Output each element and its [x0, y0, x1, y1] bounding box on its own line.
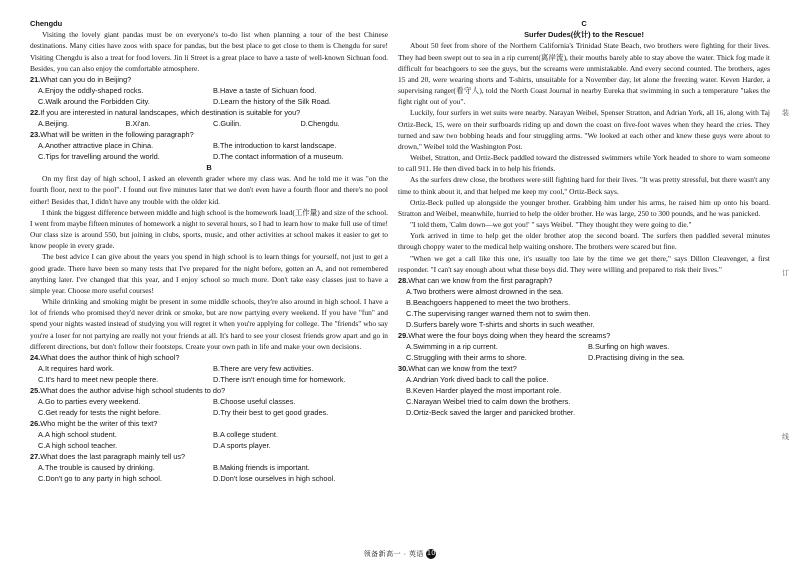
answer-option: B.There are very few activities. [213, 363, 314, 373]
answer-option: D.The contact information of a museum. [213, 151, 344, 161]
paragraph: "When we get a call like this one, it's usually too late by the time we get there," says Dillon Cleavenger, a first responder. "I can't say enough about what these boys did. They were willing and prepared to risk their lives." [398, 253, 770, 274]
question-text: What does the author advise high school students to do? [40, 385, 226, 395]
questions-section-a [30, 74, 388, 162]
answer-option: B.Keven Harder played the most important role. [406, 386, 562, 396]
answer-option: C.Narayan Weibel tried to calm down the brothers. [406, 397, 571, 407]
answer-options [30, 396, 388, 418]
question [398, 275, 770, 330]
paragraph: York arrived in time to help get the older brother atop the second board. The surfers then paddled several minutes through choppy water to the medical help waiting onshore. The brothers were scared but fine. [398, 231, 770, 252]
binding-mark: 装 [782, 109, 789, 117]
answer-option: A.Another attractive place in China. [38, 140, 154, 150]
answer-option: B.Beachgoers happened to meet the two brothers. [406, 297, 571, 307]
left-column [30, 18, 388, 484]
answer-option: D.Surfers barely wore T-shirts and shorts in such weather. [406, 320, 595, 330]
question-text: What were the four boys doing when they heard the screams? [408, 331, 611, 341]
answer-option: C.It's hard to meet new people there. [38, 374, 159, 384]
paragraph: I think the biggest difference between middle and high school is the homework load(工作量) and size of the school. I went from maybe fifteen minutes of homework a night to several hours, so I had to learn how to make full use of time! Our class size is around 550, but joining in clubs, sports, music, and other activities at school makes it easier to get to know people in every grade. [30, 207, 388, 251]
paragraph: On my first day of high school, I asked an eleventh grader where my class was. And he told me it was "on the fourth floor, next to the pool". I found out five minutes later that we don't even have a fourth floor and there's no pool either! Besides that, I didn't have any trouble with the older kid. [30, 174, 388, 206]
paragraph: "I told them, 'Calm down—we got you!' " says Weibel. "They thought they were going to die." [410, 220, 692, 230]
answer-option: D.Try their best to get good grades. [213, 407, 329, 417]
question-text: What will be written in the following paragraph? [40, 129, 194, 139]
question-number: 25. [30, 385, 41, 395]
answer-option: C.Walk around the Forbidden City. [38, 96, 150, 106]
question-text: If you are interested in natural landscapes, which destination is suitable for you? [40, 107, 301, 117]
binding-mark: 订 [782, 269, 789, 277]
question-number: 28. [398, 275, 409, 285]
question [30, 385, 388, 418]
page-footer [0, 549, 800, 559]
answer-option: D.Learn the history of the Silk Road. [213, 96, 331, 106]
question-number: 26. [30, 419, 41, 428]
page-number: 10 [426, 550, 436, 557]
answer-option: C.Don't go to any party in high school. [38, 474, 162, 484]
question [398, 363, 770, 418]
answer-options [30, 140, 388, 162]
answer-option: D.Don't lose ourselves in high school. [213, 474, 336, 484]
question [30, 451, 388, 484]
answer-option: D.Practising diving in the sea. [588, 353, 685, 363]
answer-option: C.Guilin. [213, 118, 242, 128]
questions-section-b [30, 352, 388, 484]
question-number: 30. [398, 364, 409, 374]
answer-option: C.A high school teacher. [38, 441, 118, 451]
paragraph: Luckily, four surfers in wet suits were nearby. Narayan Weibel, Spenser Stratton, and Adrian York, all 16, along with Taj Ortiz-Beck, 15, were on their surfboards riding up and down the coast on five-foot waves when they heard the cries. They turned and saw two bobbing heads and four struggling arms. "We looked at each other and knew these guys were about to drown," Weibel told the Washington Post. [398, 108, 770, 151]
question-number: 24. [30, 352, 41, 362]
question-text: What does the last paragraph mainly tell us? [40, 452, 186, 462]
answer-options [30, 429, 388, 451]
answer-option: B.Have a taste of Sichuan food. [213, 85, 317, 95]
answer-option: D.Ortiz-Beck saved the larger and panicked brother. [406, 408, 575, 418]
question [30, 418, 388, 451]
passage-c-title: Surfer Dudes(伙计) to the Rescue! [524, 30, 644, 40]
answer-options [30, 118, 388, 129]
question [30, 129, 388, 162]
answer-options [30, 363, 388, 385]
answer-option: A.Enjoy the oddly-shaped rocks. [38, 85, 144, 95]
paragraph: While drinking and smoking might be present in some middle schools, they're also around in high school. I have a lot of friends who promised they'd never drink or smoke, but are now partying every weekend. If you have "fun" and spend your nights wasted instead of studying you will regret it when you're applying for college. The "friends" who say you're a loser for not partying are really not your friends at all. It's hard to see your closest friends grow apart and go in different directions, but don't follow their footsteps. Create your own path in life and make your own decisions. [30, 297, 388, 351]
passage-c [398, 40, 770, 275]
answer-option: B.The introduction to karst landscape. [213, 140, 337, 150]
question-text: What can we know from the text? [408, 364, 517, 374]
answer-option: C.The supervising ranger warned them not to swim then. [406, 309, 591, 318]
answer-option: D.There isn't enough time for homework. [213, 374, 346, 384]
answer-options [398, 374, 770, 418]
question [30, 352, 388, 385]
question [30, 107, 388, 129]
answer-option: A.Beijing. [38, 118, 70, 128]
paragraph: Ortiz-Beck pulled up alongside the younger brother. Grabbing him under his arms, he raised him up onto his board. Stratton and Weibel, meanwhile, hurried to help the older brother. He was large, 250 to 300 pounds, and he was panicked. [398, 197, 770, 218]
answer-option: A.Two brothers were almost drowned in the sea. [406, 286, 564, 296]
answer-option: B.Surfing on high waves. [588, 342, 670, 352]
question-text: Who might be the writer of this text? [40, 419, 158, 428]
paragraph: The best advice I can give about the years you spend in high school is to learn things for yourself, not just to get a good grade. There have been so many tests that I've prepared for the night before, gotten an A, and not remembered anything later. I've changed that this year, and I enjoy school so much more. Don't take easy classes just to have a simple year. Choose more useful courses! [30, 252, 388, 295]
questions-section-c [398, 275, 770, 418]
paragraph: Weibel, Stratton, and Ortiz-Beck paddled toward the distressed swimmers while York headed to shore to warn someone to call 911. He then dived back in to help his friends. [398, 153, 770, 174]
answer-options [30, 85, 388, 107]
question-number: 27. [30, 452, 41, 462]
answer-options [398, 286, 770, 330]
answer-option: A.It requires hard work. [38, 363, 114, 373]
answer-option: B.Making friends is important. [213, 463, 310, 473]
question-number: 21. [30, 74, 41, 84]
question [398, 330, 770, 363]
binding-mark: 线 [782, 433, 789, 441]
answer-options [30, 462, 388, 484]
answer-option: D.A sports player. [213, 441, 271, 451]
section-b-heading: B [206, 162, 212, 172]
question-number: 23. [30, 129, 41, 139]
answer-option: A.Swimming in a rip current. [406, 342, 498, 352]
answer-option: B.A college student. [213, 430, 278, 440]
answer-option: C.Tips for travelling around the world. [38, 151, 160, 161]
chengdu-paragraph: Visiting the lovely giant pandas must be on everyone's to-do list when planning a tour of the best Chinese destinations. Many cities have zoos with space for pandas, but the best place to get close to them is Chengdu for sure! Visiting Chengdu is also a treat for food lovers. Jin li Street is a great place to have a taste of well-known Sichuan food. Besides, you can also enjoy the comfortable atmosphere. [30, 30, 388, 73]
question-text: What does the author think of high school? [40, 352, 180, 362]
answer-option: C.Struggling with their arms to shore. [406, 353, 527, 363]
paragraph: About 50 feet from shore of the Northern California's Trinidad State Beach, two brothers were fighting for their lives. They had been swept out to sea in a rip current(离岸流), their mouths barely able to stay above the water. Thick fog made it difficult for beachgoers to see the guys, but the screams were unmistakable. And every second counted. The brothers, ages 15 and 20, were wearing shorts and T-shirts, unsuitable for a November day, let alone the freezing water. Keven Harder, a supervising ranger(看守人), told the North Coast Journal in nearby Eureka that swimming in such a temperature "takes the fight right out of you". [398, 41, 770, 107]
answer-options [398, 341, 770, 363]
answer-option: A.Go to parties every weekend. [38, 396, 141, 406]
paragraph: As the surfers drew close, the brothers were still fighting hard for their lives. "It was pretty stressful, but there wasn't any time to think about it, and that helped me keep my cool," Ortiz-Beck says. [398, 175, 770, 196]
chengdu-heading: Chengdu [30, 19, 63, 28]
question-number: 22. [30, 107, 41, 117]
answer-option: C.Get ready for tests the night before. [38, 407, 161, 417]
answer-option: D.Chengdu. [300, 118, 340, 128]
answer-option: B.Choose useful classes. [213, 396, 296, 406]
question-text: What can we know from the first paragraph? [408, 275, 553, 285]
answer-option: A.A high school student. [38, 430, 117, 440]
answer-option: B.Xi'an. [125, 118, 151, 128]
answer-option: A.Andrian York dived back to call the police. [406, 375, 549, 385]
section-c-heading: C [581, 19, 587, 28]
answer-option: A.The trouble is caused by drinking. [38, 463, 155, 473]
question-text: What can you do in Beijing? [40, 74, 132, 84]
right-column [398, 18, 770, 418]
footer-text: 领备新高一 · 英语 [363, 550, 424, 558]
question [30, 74, 388, 107]
passage-b [30, 173, 388, 352]
question-number: 29. [398, 331, 409, 341]
